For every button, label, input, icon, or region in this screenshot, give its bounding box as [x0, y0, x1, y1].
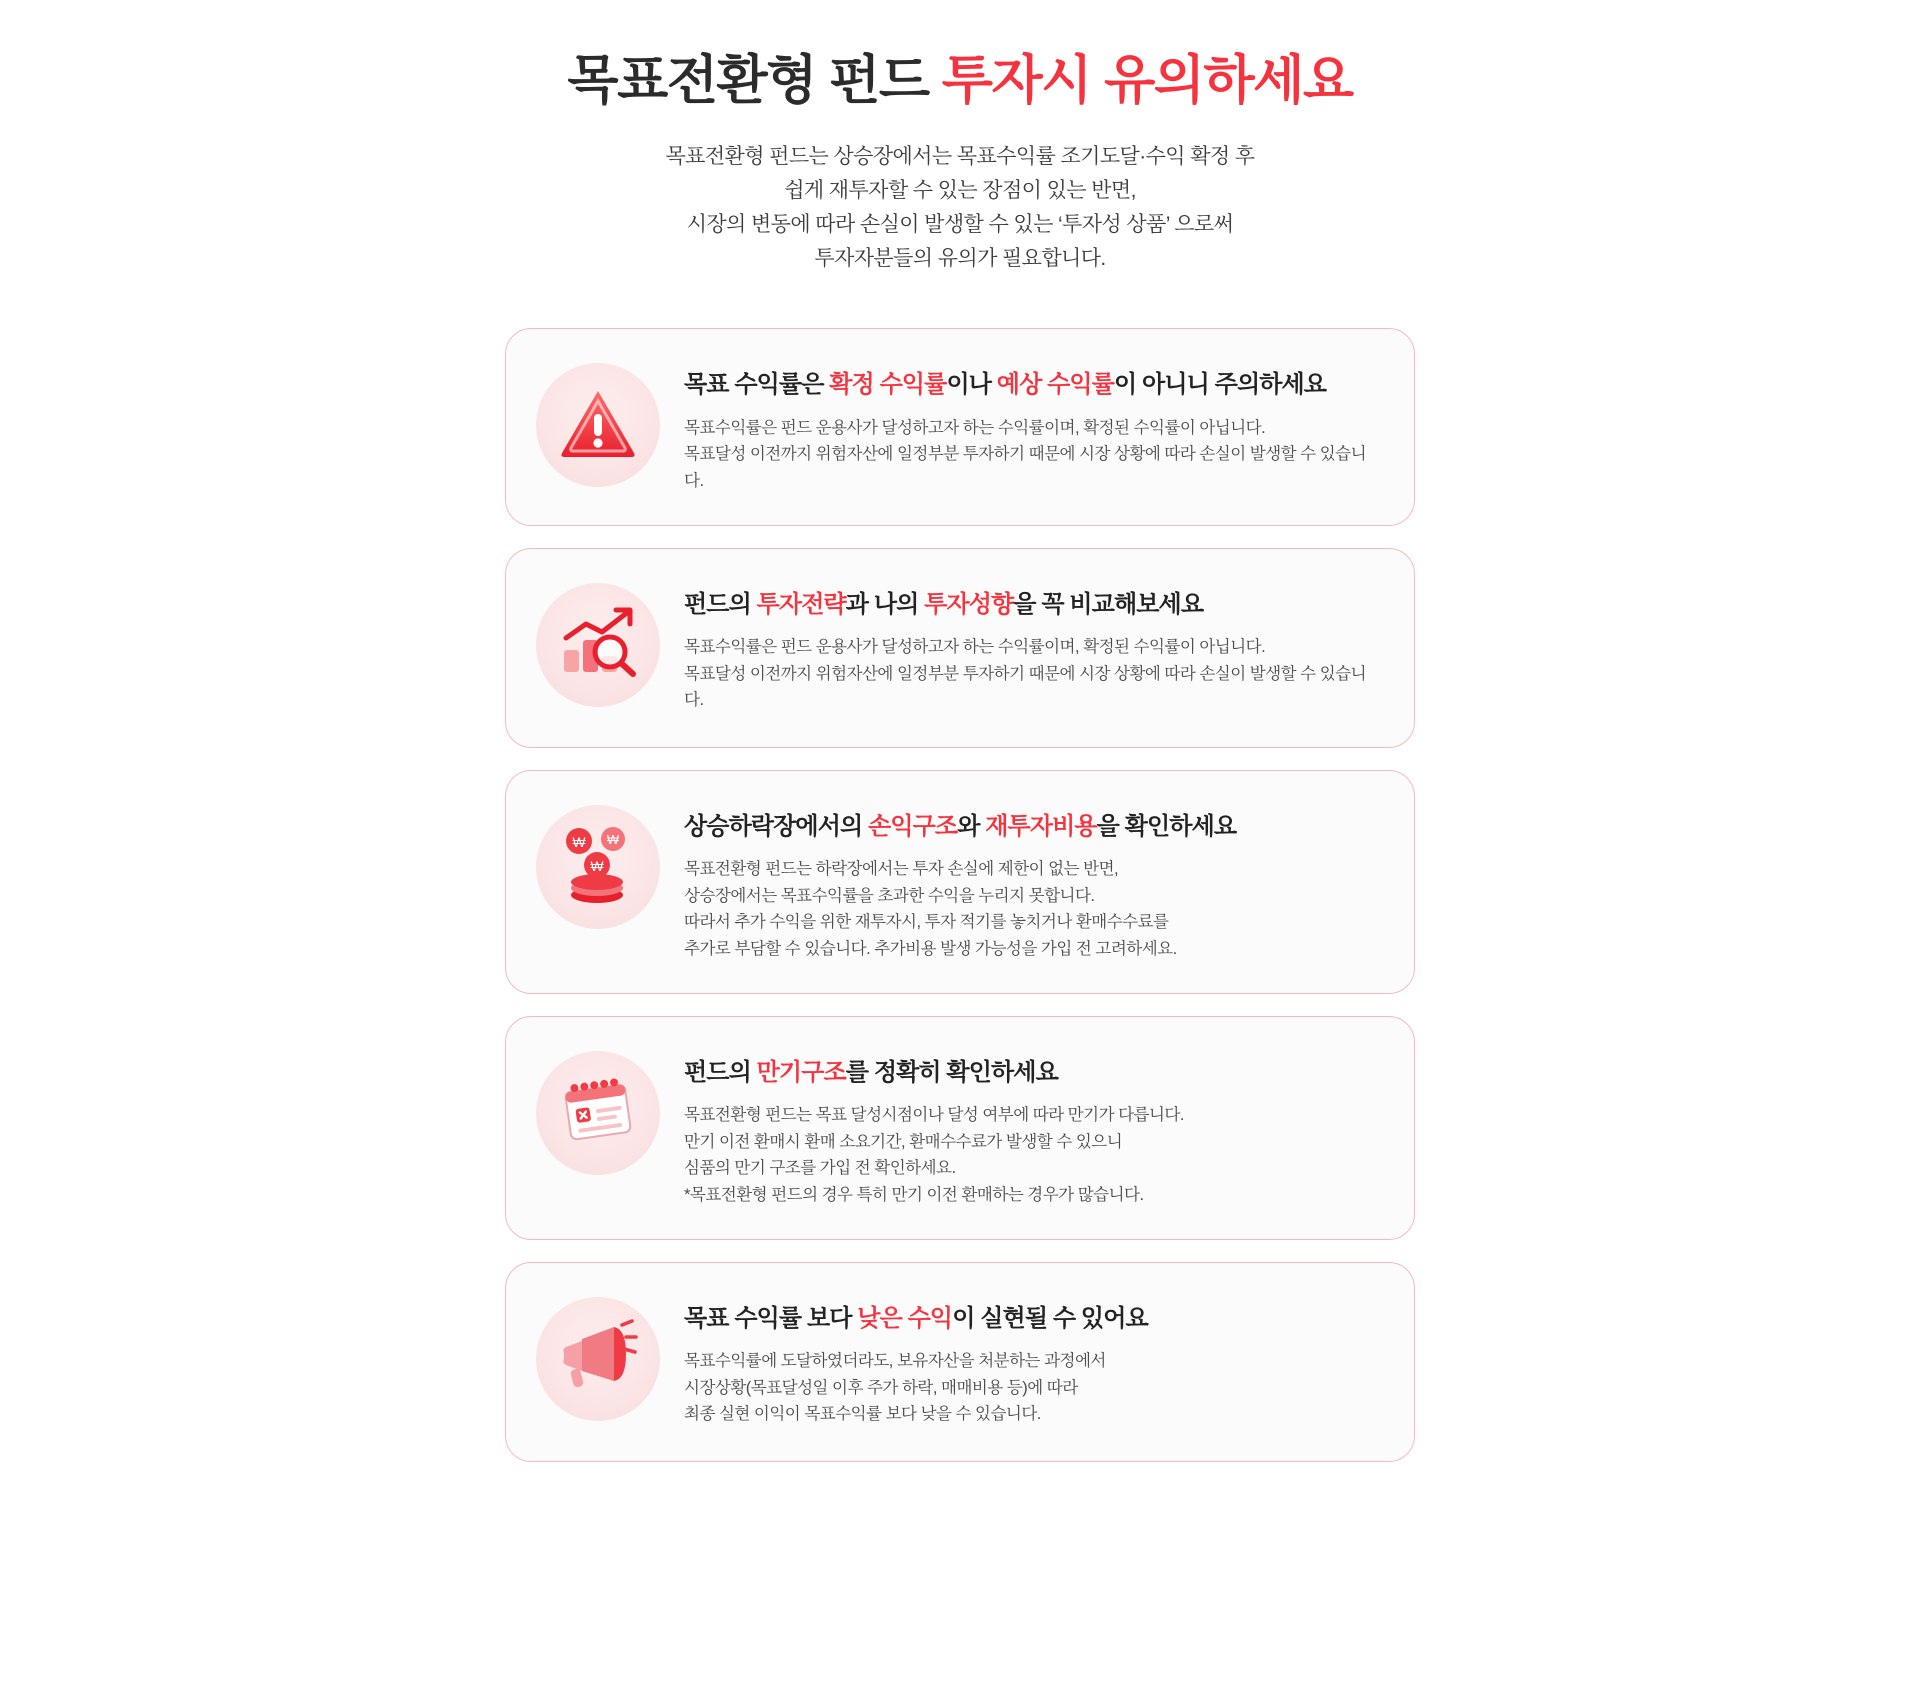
card-title-part: 목표 수익률은 — [684, 371, 830, 399]
card-desc-line: 상승장에서는 목표수익률을 초과한 수익을 누리지 못합니다. — [684, 886, 1095, 905]
card-desc-line: 목표달성 이전까지 위험자산에 일정부분 투자하기 때문에 시장 상황에 따라 손실이 발생할 수 있습니다. — [684, 664, 1367, 710]
card-title-part: 상승하락장에서의 — [684, 812, 869, 840]
card-icon-wrapper — [536, 583, 660, 707]
card-title-part: 를 정확히 확인하세요 — [845, 1058, 1058, 1086]
card-description — [684, 415, 1380, 495]
card-desc-line: 시장상황(목표달성일 이후 주가 하락, 매매비용 등)에 따라 — [684, 1378, 1078, 1397]
card-title-part: 목표 수익률 보다 — [684, 1304, 858, 1332]
card-icon-wrapper — [536, 363, 660, 487]
card-desc-line: 목표수익률은 펀드 운용사가 달성하고자 하는 수익률이며, 확정된 수익률이 아닙니다. — [684, 418, 1266, 437]
card-body — [684, 801, 1236, 963]
card-title-highlight: 손익구조 — [868, 812, 958, 840]
card-title-highlight: 투자전략 — [756, 590, 846, 618]
megaphone-icon — [556, 1319, 640, 1398]
warning-triangle-icon — [559, 387, 637, 464]
coins-won-icon — [557, 825, 639, 908]
notice-card — [505, 1262, 1415, 1462]
card-title-part: 이 실현될 수 있어요 — [952, 1304, 1148, 1332]
notice-card — [505, 548, 1415, 748]
page-subtitle — [410, 140, 1510, 276]
svg-text:₩: ₩ — [590, 858, 604, 875]
card-title — [684, 811, 1236, 842]
card-icon-wrapper — [536, 1297, 660, 1421]
card-desc-line: 목표전환형 펀드는 목표 달성시점이나 달성 여부에 따라 만기가 다릅니다. — [684, 1105, 1184, 1124]
card-title-part: 펀드의 — [684, 590, 757, 618]
card-desc-line: 추가로 부담할 수 있습니다. 추가비용 발생 가능성을 가입 전 고려하세요. — [684, 940, 1177, 958]
subtitle-line: 쉽게 재투자할 수 있는 장점이 있는 반면, — [784, 179, 1136, 203]
card-body — [684, 359, 1380, 494]
card-title-highlight: 투자성향 — [924, 590, 1014, 618]
page-title-accent: 투자시 유의하세요 — [941, 51, 1353, 110]
card-icon-wrapper — [536, 805, 660, 929]
card-description — [684, 634, 1380, 714]
card-title-part: 을 꼭 비교해보세요 — [1013, 590, 1204, 618]
card-title-part: 와 — [957, 812, 986, 840]
card-body — [684, 1293, 1148, 1428]
card-icon-wrapper — [536, 1051, 660, 1175]
card-body — [684, 1047, 1184, 1209]
card-title-highlight: 만기구조 — [756, 1058, 846, 1086]
chart-magnifier-icon — [556, 604, 640, 685]
card-title-highlight: 예상 수익률 — [996, 371, 1114, 399]
subtitle-line: 투자자분들의 유의가 필요합니다. — [814, 247, 1106, 271]
notice-card — [505, 770, 1415, 994]
card-title-highlight: 낮은 수익 — [857, 1304, 953, 1332]
page-header — [0, 48, 1920, 276]
card-title-highlight: 확정 수익률 — [829, 371, 947, 399]
notice-card-list — [505, 328, 1415, 1541]
card-title-highlight: 재투자비용 — [985, 812, 1097, 840]
notice-card — [505, 1016, 1415, 1240]
card-desc-line: 따라서 추가 수익을 위한 재투자시, 투자 적기를 놓치거나 환매수수료를 — [684, 913, 1169, 932]
card-title — [684, 1057, 1184, 1088]
card-desc-line: *목표전환형 펀드의 경우 특히 만기 이전 환매하는 경우가 많습니다. — [684, 1186, 1144, 1205]
card-title — [684, 1303, 1148, 1334]
card-title-part: 을 확인하세요 — [1096, 812, 1237, 840]
card-description — [684, 1102, 1184, 1209]
subtitle-line: 목표전환형 펀드는 상승장에서는 목표수익률 조기도달·수익 확정 후 — [665, 145, 1255, 169]
svg-text:₩: ₩ — [606, 832, 620, 848]
card-title-part: 과 나의 — [845, 590, 925, 618]
card-title-part: 이 아니니 주의하세요 — [1114, 371, 1327, 399]
page-title-plain: 목표전환형 펀드 — [567, 51, 942, 110]
card-desc-line: 최종 실현 이익이 목표수익률 보다 낮을 수 있습니다. — [684, 1405, 1041, 1424]
card-desc-line: 목표수익률은 펀드 운용사가 달성하고자 하는 수익률이며, 확정된 수익률이 아닙니다. — [684, 637, 1266, 656]
card-title-part: 이나 — [946, 371, 997, 399]
card-description — [684, 856, 1236, 963]
notice-card — [505, 328, 1415, 525]
card-desc-line: 목표전환형 펀드는 하락장에서는 투자 손실에 제한이 없는 반면, — [684, 859, 1119, 878]
card-desc-line: 목표수익률에 도달하였더라도, 보유자산을 처분하는 과정에서 — [684, 1351, 1106, 1370]
subtitle-line: 시장의 변동에 따라 손실이 발생할 수 있는 ‘투자성 상품’ 으로써 — [686, 213, 1234, 237]
card-desc-line: 심품의 만기 구조를 가입 전 확인하세요. — [684, 1159, 956, 1178]
card-desc-line: 목표달성 이전까지 위험자산에 일정부분 투자하기 때문에 시장 상황에 따라 손실이 발생할 수 있습니다. — [684, 445, 1367, 490]
calendar-icon — [556, 1072, 640, 1153]
svg-text:₩: ₩ — [572, 834, 586, 851]
card-description — [684, 1348, 1148, 1428]
card-body — [684, 579, 1380, 714]
card-title-part: 펀드의 — [684, 1058, 757, 1086]
card-title — [684, 369, 1380, 400]
page-title — [0, 48, 1920, 114]
card-title — [684, 589, 1380, 620]
card-desc-line: 만기 이전 환매시 환매 소요기간, 환매수수료가 발생할 수 있으니 — [684, 1132, 1123, 1151]
